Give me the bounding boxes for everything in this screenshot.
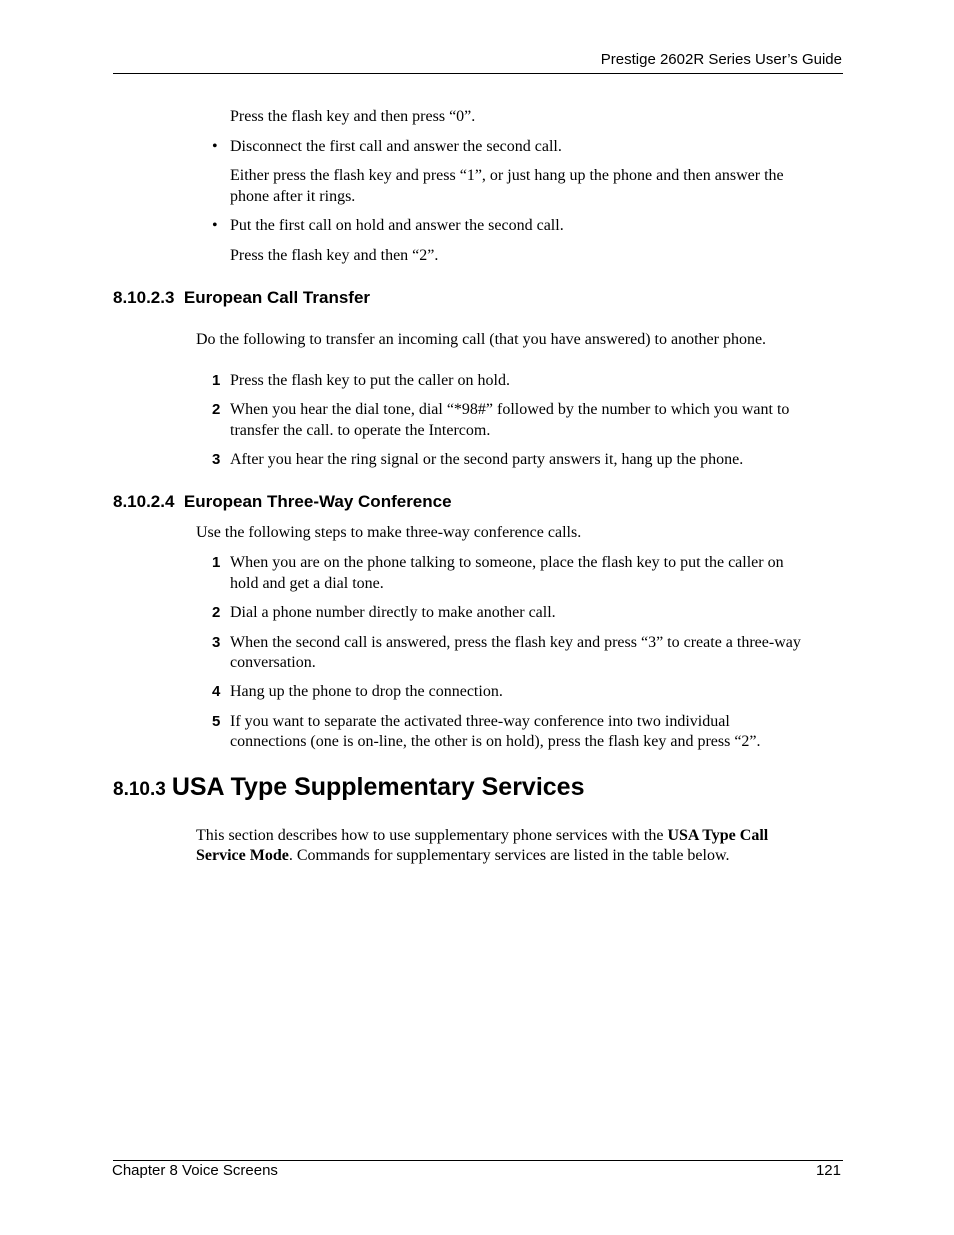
paragraph: phone after it rings. <box>230 188 356 205</box>
step-number: 4 <box>212 683 221 700</box>
bullet-item: Put the first call on hold and answer the second call. <box>230 217 564 234</box>
section-heading-transfer <box>113 288 370 308</box>
bullet: • <box>212 138 218 155</box>
footer-chapter: Chapter 8 Voice Screens <box>112 1162 278 1179</box>
page-number: 121 <box>815 1162 841 1179</box>
section-title: European Three-Way Conference <box>183 492 452 511</box>
step-text: When you are on the phone talking to someone, place the flash key to put the caller on <box>230 554 784 571</box>
bullet-item: Disconnect the first call and answer the second call. <box>230 138 562 155</box>
step-number: 2 <box>212 401 221 418</box>
paragraph: Press the flash key and then “2”. <box>230 247 439 264</box>
section-number: 8.10.3 <box>113 779 166 800</box>
step-text: After you hear the ring signal or the second party answers it, hang up the phone. <box>230 451 744 468</box>
step-number: 3 <box>212 451 221 468</box>
step-number: 1 <box>212 372 221 389</box>
text-run: . Commands for supplementary services are listed in the table below. <box>288 847 730 864</box>
step-number: 5 <box>212 713 221 730</box>
step-text: Hang up the phone to drop the connection. <box>230 683 503 700</box>
bullet: • <box>212 217 218 234</box>
section-number: 8.10.2.4 <box>113 492 175 511</box>
paragraph: Use the following steps to make three-way conference calls. <box>196 524 582 541</box>
section-heading-usa <box>113 773 585 802</box>
footer-rule <box>113 1160 843 1161</box>
step-number: 2 <box>212 604 221 621</box>
step-text: connections (one is on-line, the other is on hold), press the flash key and press “2”. <box>230 733 761 750</box>
step-text: Press the flash key to put the caller on hold. <box>230 372 510 389</box>
bold-term: USA Type Call <box>667 827 769 844</box>
paragraph: Do the following to transfer an incoming call (that you have answered) to another phone. <box>196 331 767 348</box>
section-title: USA Type Supplementary Services <box>171 773 585 801</box>
step-text: When the second call is answered, press the flash key and press “3” to create a three-way <box>230 634 801 651</box>
paragraph: Either press the flash key and press “1”, or just hang up the phone and then answer the <box>230 167 784 184</box>
text-run: This section describes how to use supplementary phone services with the <box>196 827 668 844</box>
running-header: Prestige 2602R Series User’s Guide <box>600 51 842 68</box>
section-heading-conference <box>113 492 452 512</box>
bold-term: Service Mode <box>196 847 289 864</box>
step-number: 1 <box>212 554 221 571</box>
step-text: hold and get a dial tone. <box>230 575 384 592</box>
section-number: 8.10.2.3 <box>113 288 175 307</box>
step-text: Dial a phone number directly to make another call. <box>230 604 556 621</box>
paragraph <box>196 846 846 866</box>
step-text: conversation. <box>230 654 316 671</box>
header-rule <box>113 73 843 74</box>
section-title: European Call Transfer <box>183 288 371 307</box>
step-text: When you hear the dial tone, dial “*98#” followed by the number to which you want to <box>230 401 790 418</box>
paragraph <box>196 826 846 846</box>
step-number: 3 <box>212 634 221 651</box>
step-text: transfer the call. to operate the Intercom. <box>230 422 491 439</box>
paragraph: Press the flash key and then press “0”. <box>230 108 476 125</box>
step-text: If you want to separate the activated three-way conference into two individual <box>230 713 730 730</box>
